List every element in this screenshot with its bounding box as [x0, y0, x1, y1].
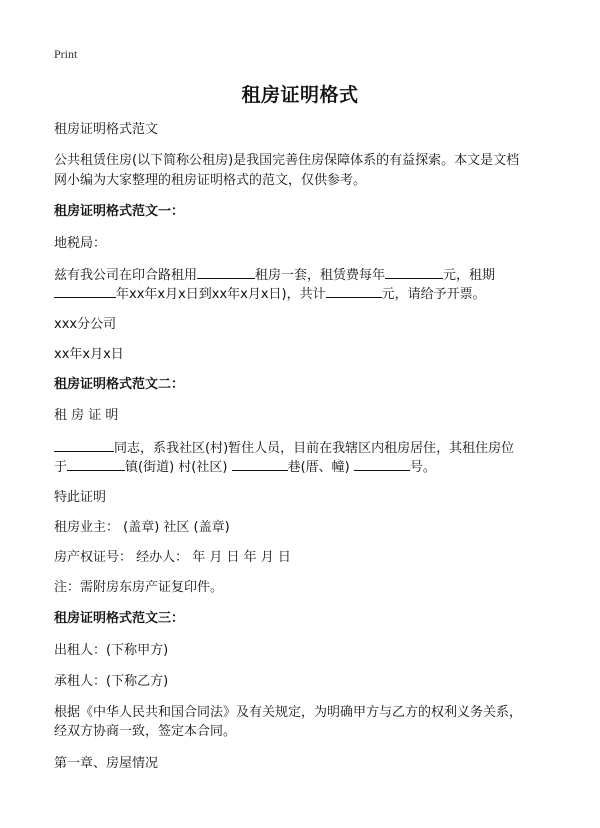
- sample2-body-line-1: [54, 439, 514, 457]
- sample2-body-text-b: 于: [54, 460, 68, 475]
- sample2-subtitle: 租 房 证 明: [54, 408, 119, 423]
- sample2-heading: 租房证明格式范文二：: [54, 377, 185, 392]
- intro-paragraph-line-1: 公共租赁住房(以下简称公租房)是我国完善住房保障体系的有益探索。本文是文档: [54, 153, 520, 168]
- sample2-owner-line: 租房业主： (盖章) 社区 (盖章): [54, 520, 230, 535]
- sample1-addressee: 地税局：: [54, 236, 107, 251]
- sample3-body-line-1: 根据《中华人民共和国合同法》及有关规定，为明确甲方与乙方的权利义务关系，: [54, 705, 523, 720]
- sample1-body-text-b: 租房一套，租赁费每年: [255, 268, 386, 283]
- sample1-body-line-2: [54, 285, 486, 303]
- blank-field: [54, 285, 116, 298]
- intro-heading: 租房证明格式范文: [54, 122, 159, 137]
- sample2-note: 注：需附房东房产证复印件。: [54, 580, 224, 595]
- blank-field: [354, 458, 410, 471]
- page-title: 租房证明格式: [241, 84, 359, 106]
- sample1-body-line-1: [54, 266, 495, 284]
- blank-field: [385, 266, 443, 279]
- sample3-heading: 租房证明格式范文三：: [54, 611, 185, 626]
- sample1-heading: 租房证明格式范文一：: [54, 204, 185, 219]
- blank-field: [326, 285, 382, 298]
- sample1-body-text-e: 元，请给予开票。: [381, 287, 486, 302]
- sample3-body-line-2: 经双方协商一致，签定本合同。: [54, 724, 237, 739]
- blank-field: [67, 458, 125, 471]
- sample2-body-text-a: 同志，系我社区(村)暂住人员，目前在我辖区内租房居住，其租住房位: [114, 441, 515, 456]
- sample2-body-text-d: 巷(厝、幢): [287, 460, 350, 475]
- sample2-special-statement: 特此证明: [54, 490, 107, 505]
- sample3-chapter-heading: 第一章、房屋情况: [54, 756, 159, 771]
- sample1-body-text-d: 年xx年x月x日到xx年x月x日)，共计: [116, 287, 326, 302]
- sample2-body-text-e: 号。: [409, 460, 436, 475]
- sample2-certificate-line: 房产权证号： 经办人： 年 月 日 年 月 日: [54, 550, 291, 565]
- sample2-body-line-2: [54, 458, 436, 476]
- sample1-date: xx年x月x日: [54, 347, 124, 362]
- sample2-body-text-c: 镇(街道) 村(社区): [125, 460, 228, 475]
- blank-field: [232, 458, 288, 471]
- sample1-company: xxx分公司: [54, 317, 117, 332]
- blank-field: [54, 439, 114, 452]
- sample3-lessee: 承租人：(下称乙方): [54, 674, 169, 689]
- print-link[interactable]: Print: [54, 47, 78, 61]
- sample1-body-text-c: 元，租期: [443, 268, 496, 283]
- sample1-body-text-a: 兹有我公司在印合路租用: [54, 268, 198, 283]
- sample3-lessor: 出租人：(下称甲方): [54, 643, 169, 658]
- blank-field: [197, 266, 255, 279]
- intro-paragraph-line-2: 网小编为大家整理的租房证明格式的范文，仅供参考。: [54, 173, 367, 188]
